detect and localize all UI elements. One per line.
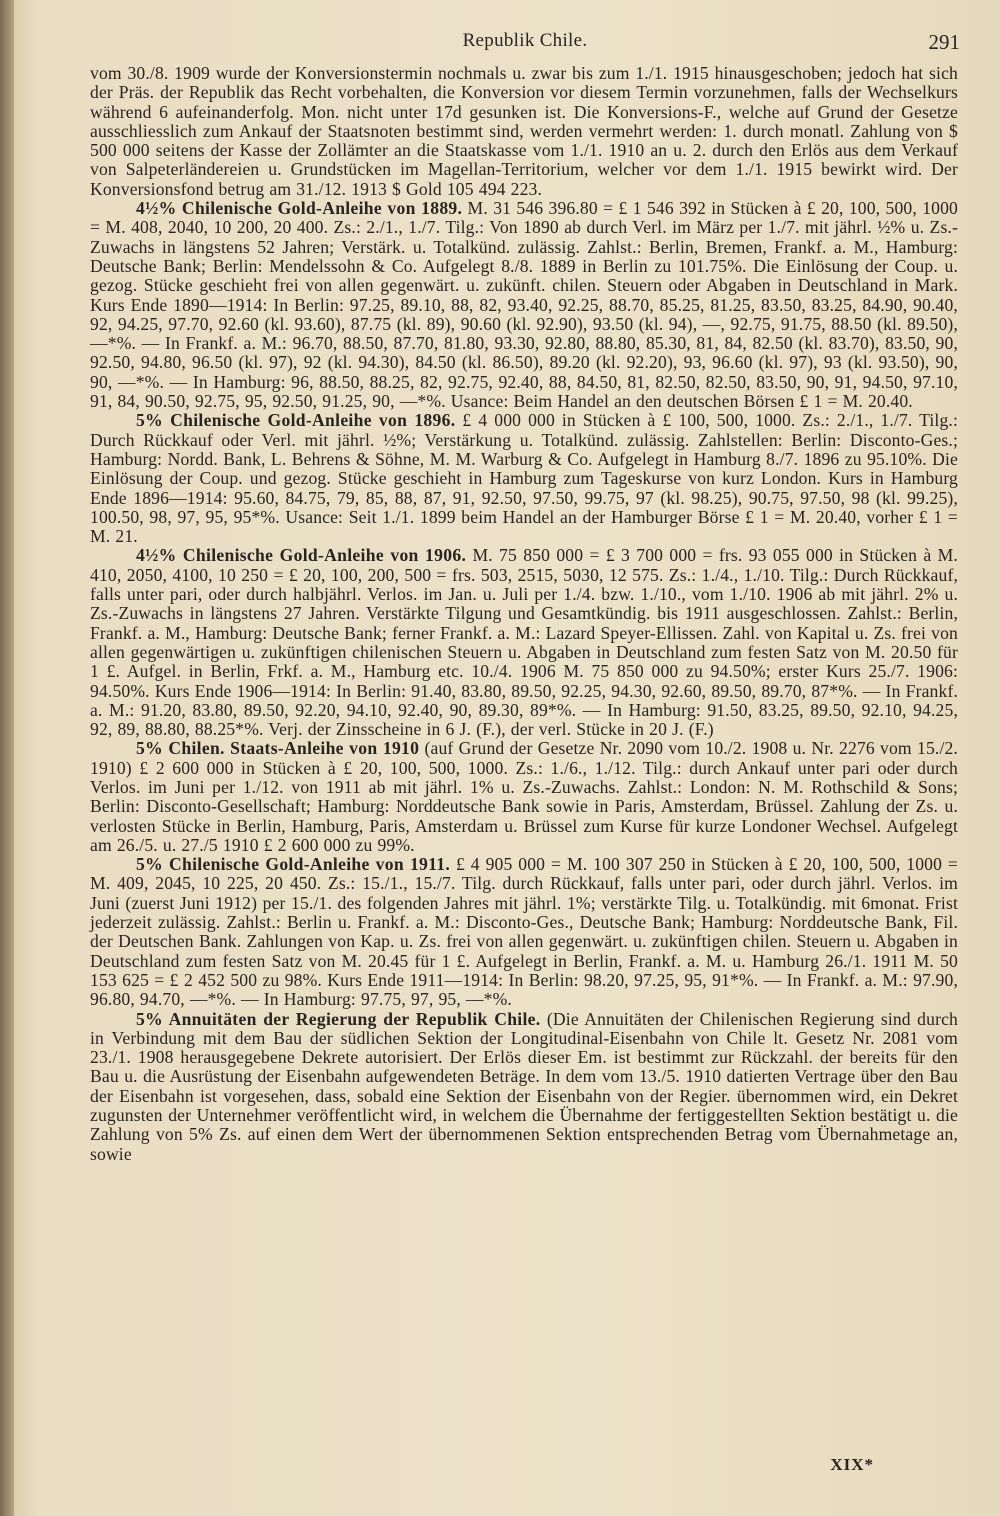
book-gutter xyxy=(0,0,14,1516)
paragraph-anleihe-1911 xyxy=(90,855,958,1009)
paragraph-annuitaeten xyxy=(90,1010,958,1164)
paragraph-anleihe-1906 xyxy=(90,546,958,739)
paragraph-heading: 4½% Chilenische Gold-Anleihe von 1906. xyxy=(136,545,467,566)
paragraph-text: vom 30./8. 1909 wurde der Konversionstermin nochmals u. zwar bis zum 1./1. 1915 hinausgeschoben; jedoch hat sich der Präs. der Republik das Recht vorbehalten, die Konversion vor diesem Termin vorzunehmen, falls der Wechselkurs während 6 aufeinanderfolg. Mon. nicht unter 17d gesunken ist. Die Konversions-F., welche auf Grund der Gesetze ausschliesslich zum Ankauf der Staatsnoten bestimmt sind, werden vermehrt werden: 1. durch monatl. Zahlung von $ 500 000 seitens der Kasse der Zollämter an die Staatskasse vom 1./1. 1910 an u. 2. durch den Erlös aus dem Verkauf von Salpeterländereien u. Grundstücken im Magellan-Territorium, welcher vor dem 1./1. 1915 bewirkt wird. Der Konversionsfond betrug am 31./12. 1913 $ Gold 105 494 223. xyxy=(90,63,958,199)
paragraph-heading: 4½% Chilenische Gold-Anleihe von 1889. xyxy=(136,198,463,219)
paragraph-heading: 5% Annuitäten der Regierung der Republik Chile. xyxy=(136,1008,541,1029)
paragraph-heading: 5% Chilenische Gold-Anleihe von 1896. xyxy=(136,410,456,431)
running-title: Republik Chile. xyxy=(462,30,588,51)
paragraph-heading: 5% Chilenische Gold-Anleihe von 1911. xyxy=(136,854,451,875)
paragraph-text: M. 75 850 000 = £ 3 700 000 = frs. 93 055 000 in Stücken à M. 410, 2050, 4100, 10 250 = £ 20, 100, 200, 500 = frs. 503, 2515, 5030, 12 575. Zs.: 1./4., 1./10. Tilg.: Durch Rückkauf, falls unter pari, oder durch halbjährl. Verlos. im Jan. u. Juli per 1./4. bzw. 1./10., vom 1./10. 1906 ab mit jährl. 2% u. Zs.-Zuwachs in längstens 27 Jahren. Verstärkte Tilgung und Gesamtkündig. bis 1911 ausgeschlossen. Zahlst.: Berlin, Frankf. a. M., Hamburg: Deutsche Bank; ferner Frankf. a. M.: Lazard Speyer-Ellissen. Zahl. von Kapital u. Zs. frei von allen gegenwärtigen u. zukünftigen chilenischen Steuern u. Abgaben in Deutschland zum festen Satz von M. 20.50 für 1 £. Aufgel. in Berlin, Frkf. a. M., Hamburg etc. 10./4. 1906 M. 75 850 000 zu 94.50%; erster Kurs 25./7. 1906: 94.50%. Kurs Ende 1906—1914: In Berlin: 91.40, 83.80, 89.50, 92.25, 94.30, 92.60, 89.50, 89.70, 87*%. — In Frankf. a. M.: 91.20, 83.80, 89.50, 92.20, 94.10, 92.40, 90, 89.30, 89*%. — In Hamburg: 91.50, 83.25, 89.50, 92.10, 94.25, 92, 89, 88.80, 88.25*%. Verj. der Zinsscheine in 6 J. (F.), der verl. Stücke in 20 J. (F.) xyxy=(90,545,958,740)
page-header xyxy=(90,30,960,58)
paragraph-text: M. 31 546 396.80 = £ 1 546 392 in Stücken à £ 20, 100, 500, 1000 = M. 408, 2040, 10 200, 20 400. Zs.: 2./1., 1./7. Tilg.: Von 1890 ab durch Verl. im März per 1./7. mit jährl. ½% u. Zs.-Zuwachs in längstens 52 Jahren; Verstärk. u. Totalkünd. zulässig. Zahlst.: Berlin, Bremen, Frankf. a. M., Hamburg: Deutsche Bank; Berlin: Mendelssohn & Co. Aufgelegt 8./8. 1889 in Berlin zu 101.75%. Die Einlösung der Coup. u. gezog. Stücke geschieht frei von allen gegenwärt. u. zukünft. chilen. Steuern oder Abgaben in Deutschland in Mark. Kurs Ende 1890—1914: In Berlin: 97.25, 89.10, 88, 82, 93.40, 92.25, 88.70, 85.25, 81.25, 83.50, 83.25, 84.90, 90.40, 92, 94.25, 97.70, 92.60 (kl. 93.60), 87.75 (kl. 89), 90.60 (kl. 92.90), 93.50 (kl. 94), —, 92.75, 91.75, 88.50 (kl. 89.50), —*%. — In Frankf. a. M.: 96.70, 88.50, 87.70, 81.80, 93.30, 92.80, 88.80, 85.30, 81, 84, 82.50 (kl. 83.70), 83.50, 90, 92.50, 94.80, 96.50 (kl. 97), 92 (kl. 94.30), 84.50 (kl. 86.50), 89.20 (kl. 92.20), 93, 96.60 (kl. 97), 93 (kl. 93.50), 90, 90, —*%. — In Hamburg: 96, 88.50, 88.25, 82, 92.75, 92.40, 88, 84.50, 81, 82.50, 82.50, 83.50, 90, 91, 94.50, 97.10, 91, 84, 90.50, 92.75, 95, 92.50, 91.25, 90, —*%. Usance: Beim Handel an den deutschen Börsen £ 1 = M. 20.40. xyxy=(90,198,958,412)
paragraph-konversion xyxy=(90,64,958,199)
signature-mark: XIX* xyxy=(830,1455,874,1474)
paragraph-anleihe-1910 xyxy=(90,739,958,855)
paragraph-heading: 5% Chilen. Staats-Anleihe von 1910 xyxy=(136,738,420,759)
paragraph-text: (auf Grund der Gesetze Nr. 2090 vom 10./2. 1908 u. Nr. 2276 vom 15./2. 1910) £ 2 600 000 in Stücken à £ 20, 100, 500, 1000. Zs.: 1./6., 1./12. Tilg.: durch Ankauf unter pari oder durch Verlos. im Juni per 1./12. von 1911 ab mit jährl. 1% u. Zs.-Zuwachs. Zahlst.: London: N. M. Rothschild & Sons; Berlin: Disconto-Gesellschaft; Hamburg: Norddeutsche Bank sowie in Paris, Amsterdam, Brüssel. Zahlung der Zs. u. verlosten Stücke in Berlin, Hamburg, Paris, Amsterdam u. Brüssel zum Kurse für kurze Londoner Wechsel. Aufgelegt am 26./5. u. 27./5 1910 £ 2 600 000 zu 99%. xyxy=(90,738,958,855)
page-number: 291 xyxy=(928,30,960,54)
paragraph-text: £ 4 905 000 = M. 100 307 250 in Stücken à £ 20, 100, 500, 1000 = M. 409, 2045, 10 225, 20 450. Zs.: 15./1., 15./7. Tilg. durch Rückkauf, falls unter pari, oder durch jährl. Verlos. im Juni (zuerst Juni 1912) per 15./1. des folgenden Jahres mit jährl. 1%; verstärkte Tilg. u. Totalkündig. mit 6monat. Frist jederzeit zulässig. Zahlst.: Berlin u. Frankf. a. M.: Disconto-Ges., Deutsche Bank; Hamburg: Norddeutsche Bank, Fil. der Deutschen Bank. Zahlungen von Kap. u. Zs. frei von allen gegenwärt. u. zukünftigen chilen. Steuern u. Abgaben in Deutschland zum festen Satz von M. 20.45 für 1 £. Aufgelegt in Berlin, Frankf. a. M. u. Hamburg 26./1. 1911 M. 50 153 625 = £ 2 452 500 zu 98%. Kurs Ende 1911—1914: In Berlin: 98.20, 97.25, 95, 91*%. — In Frankf. a. M.: 97.90, 96.80, 94.70, —*%. — In Hamburg: 97.75, 97, 95, —*%. xyxy=(90,854,958,1010)
paragraph-text: (Die Annuitäten der Chilenischen Regierung sind durch in Verbindung mit dem Bau der südlichen Sektion der Longitudinal-Eisenbahn von Chile lt. Gesetz Nr. 2081 vom 23./1. 1908 herausgegebene Dekrete autorisiert. Der Erlös dieser Em. ist bestimmt zur Rückzahl. der bereits für den Bau u. die Ausrüstung der Eisenbahn aufgewendeten Beträge. In dem vom 13./5. 1910 datierten Vertrage über den Bau der Eisenbahn ist vorgesehen, dass, sobald eine Sektion der Eisenbahn von der Regier. übernommen wird, ein Dekret zugunsten der Unternehmer veröffentlicht wird, in welchem die Übernahme der fertiggestellten Sektion bestätigt u. die Zahlung von 5% Zs. auf einen dem Wert der übernommenen Sektion entsprechenden Betrag vom Übernahmetage an, sowie xyxy=(90,1008,958,1164)
paragraph-anleihe-1889 xyxy=(90,199,958,411)
paragraph-text: £ 4 000 000 in Stücken à £ 100, 500, 1000. Zs.: 2./1., 1./7. Tilg.: Durch Rückkauf oder Verl. mit jährl. ½%; Verstärkung u. Totalkünd. zulässig. Zahlstellen: Berlin: Disconto-Ges.; Hamburg: Nordd. Bank, L. Behrens & Söhne, M. M. Warburg & Co. Aufgelegt in Hamburg 8./7. 1896 zu 95.10%. Die Einlösung der Coup. und gezog. Stücke geschieht in Hamburg zum Tageskurse von kurz London. Kurs in Hamburg Ende 1896—1914: 95.60, 84.75, 79, 85, 88, 87, 91, 92.50, 97.50, 99.75, 97 (kl. 98.25), 90.75, 97.50, 98 (kl. 99.25), 100.50, 98, 97, 95, 95*%. Usance: Seit 1./1. 1899 beim Handel an der Hamburger Börse £ 1 = M. 20.40, vorher £ 1 = M. 21. xyxy=(90,410,958,547)
body-text xyxy=(90,64,958,1164)
paragraph-anleihe-1896 xyxy=(90,411,958,546)
